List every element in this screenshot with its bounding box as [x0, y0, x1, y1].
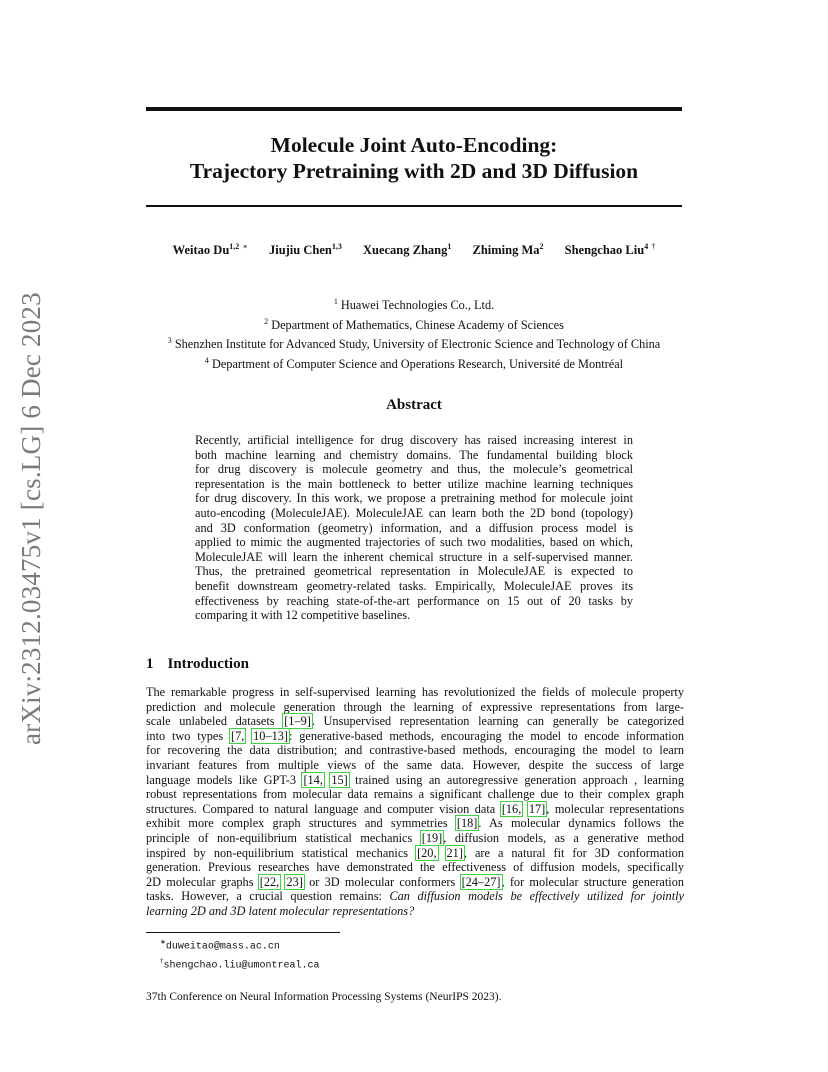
citation-link[interactable]: [22, — [259, 874, 280, 889]
intro-line: generation. Previous researches have demonstrated the effectiveness of diffusion models, specifically — [146, 860, 684, 875]
author-5 — [565, 243, 656, 257]
citation-link[interactable]: [24–27] — [461, 874, 501, 889]
section-number: 1 — [146, 656, 154, 672]
author-affil-sup: 4 — [644, 242, 649, 251]
author-list — [146, 242, 682, 258]
abstract-line: comparing it with 12 competitive baselines. — [195, 608, 411, 623]
abstract-line: applied to mimic the augmented trajectories of such two modalities, based on which, — [195, 535, 633, 550]
author-affil-sup: 1,2 — [229, 242, 240, 251]
citation-link[interactable]: 21] — [446, 845, 463, 860]
affiliation-4 — [100, 353, 728, 373]
citation-link[interactable]: [19] — [421, 830, 443, 845]
abstract-line: both machine learning and chemistry domains. The fundamental building block — [195, 447, 633, 462]
footnotes — [160, 935, 320, 974]
author-affil-sup: 1 — [447, 242, 452, 251]
conference-note: 37th Conference on Neural Information Processing Systems (NeurIPS 2023). — [146, 991, 502, 1003]
author-name: Zhiming Ma — [472, 243, 540, 258]
title-line-1: Molecule Joint Auto-Encoding: — [270, 133, 558, 157]
footnote-2 — [160, 954, 320, 973]
abstract-body — [195, 433, 633, 623]
affiliation-text: Department of Computer Science and Operations Research, Université de Montréal — [211, 357, 624, 372]
affiliation-2 — [100, 314, 728, 334]
title-line-2: Trajectory Pretraining with 2D and 3D Diffusion — [189, 159, 639, 183]
author-4 — [473, 243, 544, 257]
affiliation-3 — [100, 333, 728, 353]
intro-line: prediction and molecule generation through the learning of expressive representations from large- — [146, 699, 684, 714]
abstract-line: representation is the main bottleneck to better utilize machine learning techniques — [195, 476, 633, 491]
intro-line: into two types [7, 10–13]: generative-based methods, encouraging the model to encode information — [146, 728, 684, 743]
affiliation-num: 2 — [264, 316, 269, 326]
intro-line: language models like GPT-3 [14, 15] trained using an autoregressive generation approach , learning — [146, 772, 684, 787]
author-name: Jiujiu Chen — [268, 243, 332, 258]
intro-line: for recovering the data distribution; and contrastive-based methods, encouraging the model to learn — [146, 743, 684, 758]
affiliation-1 — [100, 294, 728, 314]
intro-line: The remarkable progress in self-supervised learning has revolutionized the fields of molecule property — [146, 685, 684, 699]
citation-link[interactable]: [16, — [501, 801, 522, 816]
footnote-mark: ∗ — [160, 938, 166, 946]
title-top-rule — [146, 107, 682, 111]
abstract-line: MoleculeJAE will learn the inherent chemical structure in a self-supervised manner. — [195, 549, 633, 564]
author-2 — [269, 243, 342, 257]
affiliation-num: 1 — [333, 297, 338, 306]
footnote-rule — [146, 932, 340, 933]
title-bottom-rule — [146, 205, 682, 207]
abstract-line: for drug discovery. In this work, we propose a pretraining method for molecule joint — [195, 491, 633, 506]
intro-line: structures. Compared to natural language and computer vision data [16, 17], molecular representations — [146, 801, 684, 816]
citation-link[interactable]: [18] — [456, 816, 478, 831]
author-name: Shengchao Liu — [564, 243, 645, 258]
paper-title — [146, 132, 682, 184]
author-name: Xuecang Zhang — [362, 243, 448, 258]
author-affil-sup: 2 — [539, 242, 544, 251]
author-footnote-mark: ∗ — [242, 242, 248, 251]
affiliations — [100, 294, 728, 373]
abstract-line: and 3D conformation (geometry) information, and a diffusion process model is — [195, 520, 633, 535]
citation-link[interactable]: [20, — [417, 845, 437, 860]
abstract-line: auto-encoding (MoleculeJAE). MoleculeJAE can learn both the 2D bond (topology) — [195, 505, 633, 520]
footnote-email[interactable]: shengchao.liu@umontreal.ca — [163, 960, 320, 972]
author-affil-sup: 1,3 — [331, 242, 342, 251]
affiliation-num: 3 — [167, 336, 172, 346]
abstract-heading: Abstract — [386, 397, 442, 413]
intro-line: exhibit more complex graph structures and symmetries [18]. As molecular dynamics follows the — [146, 816, 684, 831]
affiliation-text: Department of Mathematics, Chinese Academy of Sciences — [271, 317, 564, 332]
affiliation-text: Shenzhen Institute for Advanced Study, University of Electronic Science and Technology of China — [174, 337, 661, 352]
author-footnote-mark: † — [651, 242, 656, 251]
intro-line: 2D molecular graphs [22, 23] or 3D molecular conformers [24–27], for molecular structure generation — [146, 874, 684, 889]
intro-line: scale unlabeled datasets [1–9]. Unsupervised representation learning can generally be categorized — [146, 714, 684, 729]
italic-question: learning 2D and 3D latent molecular representations? — [146, 903, 415, 918]
citation-link[interactable]: 17] — [528, 801, 546, 816]
author-3 — [363, 243, 451, 257]
citation-link[interactable]: [1–9] — [284, 714, 311, 729]
footnote-mark: † — [160, 957, 164, 966]
abstract-line: Thus, the pretrained geometrical representation in MoleculeJAE is expected to — [195, 564, 633, 579]
footnote-1 — [160, 935, 320, 954]
intro-line: invariant features from multiple views of the same data. However, despite the success of large — [146, 757, 684, 772]
citation-link[interactable]: [14, — [303, 772, 323, 787]
citation-link[interactable]: 10–13] — [253, 728, 288, 743]
citation-link[interactable]: [7, — [231, 728, 245, 743]
abstract-line: effectiveness by reaching state-of-the-art performance on 15 out of 20 tasks by — [195, 593, 633, 608]
section-title: Introduction — [167, 656, 249, 672]
introduction-body — [146, 685, 684, 919]
intro-line — [146, 904, 684, 919]
abstract-line: for drug discovery is molecule geometry and thus, the molecule’s geometrical — [195, 462, 633, 477]
italic-question: Can diffusion models be effectively utilized for jointly — [389, 889, 684, 904]
footnote-email[interactable]: duweitao@mass.ac.cn — [165, 941, 280, 953]
citation-link[interactable]: 15] — [331, 772, 348, 787]
affiliation-num: 4 — [204, 356, 209, 366]
author-name: Weitao Du — [172, 243, 230, 258]
citation-link[interactable]: 23] — [286, 874, 303, 889]
affiliation-text: Huawei Technologies Co., Ltd. — [340, 298, 495, 313]
intro-line: principle of non-equilibrium statistical mechanics [19], diffusion models, as a generative method — [146, 830, 685, 845]
abstract-line: benefit downstream geometry-related tasks. Empirically, MoleculeJAE proves its — [195, 578, 633, 593]
intro-line: tasks. However, a crucial question remains: Can diffusion models be effectively utilized for jointly — [146, 889, 684, 904]
intro-line: robust representations from molecular data remains a significant challenge due to their complex graph — [146, 787, 684, 802]
abstract-line: Recently, artificial intelligence for drug discovery has raised increasing interest in — [195, 433, 633, 447]
arxiv-watermark: arXiv:2312.03475v1 [cs.LG] 6 Dec 2023 — [16, 292, 46, 745]
intro-line: inspired by non-equilibrium statistical mechanics [20, 21], are a natural fit for 3D conformation — [146, 845, 684, 860]
author-1 — [173, 243, 248, 257]
section-heading-introduction — [146, 656, 682, 673]
